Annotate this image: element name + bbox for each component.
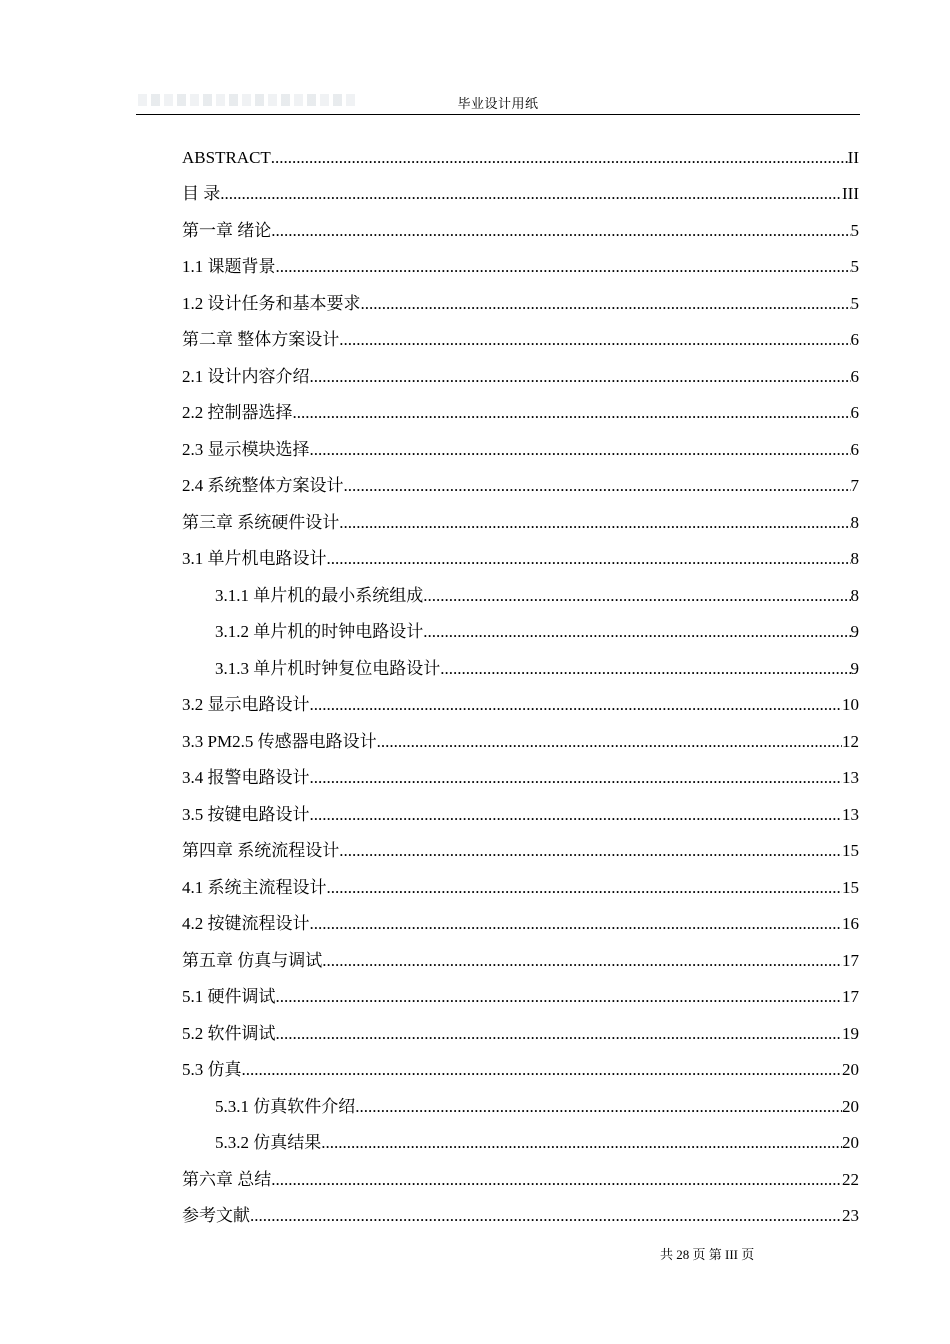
toc-dot-leader: [344, 471, 851, 501]
toc-entry-page-number: 10: [842, 695, 859, 714]
toc-entry[interactable]: [182, 611, 859, 648]
page-footer: 共 28 页 第 III 页: [660, 1247, 755, 1262]
toc-dot-leader: [271, 143, 848, 173]
toc-entry-page-number: 5: [850, 257, 859, 276]
toc-dot-leader: [377, 727, 842, 757]
toc-dot-leader: [242, 1055, 843, 1085]
toc-entry[interactable]: [182, 684, 859, 721]
toc-entry-label: 3.2 显示电路设计: [182, 695, 310, 714]
toc-entry-label: 第二章 整体方案设计: [182, 330, 340, 349]
toc-entry[interactable]: [182, 903, 859, 940]
toc-dot-leader: [440, 654, 850, 684]
toc-entry[interactable]: [182, 830, 859, 867]
toc-entry[interactable]: [182, 1012, 859, 1049]
toc-dot-leader: [423, 581, 850, 611]
toc-entry-label: 第六章 总结: [182, 1169, 272, 1189]
toc-dot-leader: [339, 836, 842, 866]
toc-entry[interactable]: [182, 939, 859, 976]
toc-entry-page-number: 8: [850, 512, 859, 532]
toc-dot-leader: [339, 508, 850, 538]
toc-dot-leader: [220, 179, 842, 209]
toc-entry-label: 2.1 设计内容介绍: [182, 366, 310, 386]
toc-entry-label: 5.3 仿真: [182, 1060, 242, 1079]
toc-entry-page-number: 6: [850, 439, 859, 459]
toc-entry-page-number: 9: [850, 622, 859, 641]
toc-entry-label: 5.2 软件调试: [182, 1023, 276, 1043]
toc-dot-leader: [322, 946, 842, 976]
toc-entry[interactable]: [182, 173, 859, 210]
toc-entry-page-number: 13: [842, 804, 859, 824]
toc-entry-page-number: 7: [850, 476, 859, 495]
toc-entry-page-number: III: [842, 184, 859, 203]
toc-entry[interactable]: [182, 319, 859, 356]
toc-entry-label: 1.2 设计任务和基本要求: [182, 293, 361, 313]
toc-entry-page-number: II: [847, 147, 859, 167]
header-title: 毕业设计用纸: [457, 96, 539, 111]
toc-dot-leader: [310, 690, 843, 720]
toc-entry-page-number: 16: [842, 914, 859, 933]
toc-entry-page-number: 5: [850, 220, 859, 240]
toc-entry-page-number: 15: [842, 877, 859, 897]
toc-entry-label: 第四章 系统流程设计: [182, 841, 340, 860]
toc-entry-page-number: 13: [842, 768, 859, 787]
toc-entry-page-number: 17: [842, 987, 859, 1006]
toc-entry-label: 3.1.2 单片机的时钟电路设计: [215, 622, 424, 641]
toc-dot-leader: [310, 362, 851, 392]
toc-dot-leader: [355, 1092, 842, 1122]
toc-entry[interactable]: [182, 1049, 859, 1086]
toc-entry-label: 第一章 绪论: [182, 220, 272, 240]
toc-entry-page-number: 9: [850, 658, 859, 678]
toc-dot-leader: [339, 325, 850, 355]
toc-entry-label: 3.4 报警电路设计: [182, 768, 310, 787]
toc-entry-label: 2.2 控制器选择: [182, 403, 293, 422]
toc-entry-label: 2.3 显示模块选择: [182, 439, 310, 459]
toc-dot-leader: [250, 1201, 842, 1231]
toc-entry-label: ABSTRACT: [182, 147, 271, 167]
toc-dot-leader: [276, 982, 843, 1012]
toc-entry-label: 第三章 系统硬件设计: [182, 512, 340, 532]
toc-entry[interactable]: [182, 866, 859, 903]
toc-entry-page-number: 23: [842, 1206, 859, 1225]
toc-entry-page-number: 8: [850, 549, 859, 568]
toc-dot-leader: [310, 909, 843, 939]
toc-entry-label: 5.1 硬件调试: [182, 987, 276, 1006]
toc-entry-label: 5.3.2 仿真结果: [215, 1133, 322, 1152]
toc-entry-page-number: 5: [850, 293, 859, 313]
toc-entry-page-number: 20: [842, 1096, 859, 1116]
toc-entry-page-number: 17: [842, 950, 859, 970]
toc-entry-page-number: 19: [842, 1023, 859, 1043]
toc-entry[interactable]: [182, 647, 859, 684]
toc-entry-page-number: 8: [850, 585, 859, 605]
toc-entry-label: 2.4 系统整体方案设计: [182, 476, 344, 495]
toc-entry[interactable]: [182, 976, 859, 1013]
toc-entry[interactable]: [182, 465, 859, 502]
toc-entry-page-number: 6: [850, 330, 859, 349]
toc-dot-leader: [327, 544, 851, 574]
toc-entry-page-number: 12: [842, 731, 859, 751]
toc-entry[interactable]: [182, 246, 859, 283]
toc-entry-page-number: 20: [842, 1060, 859, 1079]
toc-entry-label: 3.1.3 单片机时钟复位电路设计: [215, 658, 441, 678]
toc-entry[interactable]: [182, 428, 859, 465]
toc-entry[interactable]: [182, 501, 859, 538]
toc-entry-page-number: 6: [850, 403, 859, 422]
toc-dot-leader: [310, 763, 843, 793]
toc-entry[interactable]: [182, 757, 859, 794]
toc-entry-label: 第五章 仿真与调试: [182, 950, 323, 970]
toc-entry-label: 3.1 单片机电路设计: [182, 549, 327, 568]
toc-entry-page-number: 15: [842, 841, 859, 860]
toc-dot-leader: [423, 617, 850, 647]
toc-dot-leader: [327, 873, 843, 903]
toc-entry-label: 4.1 系统主流程设计: [182, 877, 327, 897]
toc-entry-page-number: 22: [842, 1169, 859, 1189]
toc-dot-leader: [310, 800, 843, 830]
toc-entry[interactable]: [182, 538, 859, 575]
toc-entry[interactable]: [182, 1122, 859, 1159]
toc-entry[interactable]: [182, 209, 859, 246]
toc-entry[interactable]: [182, 574, 859, 611]
toc-entry-label: 5.3.1 仿真软件介绍: [215, 1096, 356, 1116]
toc-entry[interactable]: [182, 392, 859, 429]
toc-entry-label: 3.5 按键电路设计: [182, 804, 310, 824]
toc-entry-label: 3.1.1 单片机的最小系统组成: [215, 585, 424, 605]
toc-entry-label: 目 录: [182, 184, 221, 203]
toc-entry[interactable]: [182, 793, 859, 830]
toc-entry[interactable]: [182, 355, 859, 392]
toc-dot-leader: [321, 1128, 842, 1158]
toc-entry-label: 1.1 课题背景: [182, 257, 276, 276]
toc-entry-label: 4.2 按键流程设计: [182, 914, 310, 933]
toc-dot-leader: [293, 398, 851, 428]
toc-entry[interactable]: [182, 720, 859, 757]
toc-entry[interactable]: [182, 136, 859, 173]
toc-entry-label: 参考文献: [182, 1206, 250, 1225]
toc-entry[interactable]: [182, 1158, 859, 1195]
toc-dot-leader: [276, 252, 851, 282]
toc-dot-leader: [271, 216, 850, 246]
toc-dot-leader: [361, 289, 851, 319]
toc-dot-leader: [310, 435, 851, 465]
page-header: [136, 92, 860, 115]
toc-entry-page-number: 6: [850, 366, 859, 386]
toc-dot-leader: [271, 1165, 842, 1195]
table-of-contents: [182, 136, 859, 1231]
toc-entry[interactable]: [182, 282, 859, 319]
toc-dot-leader: [276, 1019, 843, 1049]
toc-entry-label: 3.3 PM2.5 传感器电路设计: [182, 731, 377, 751]
toc-entry[interactable]: [182, 1085, 859, 1122]
toc-entry[interactable]: [182, 1195, 859, 1232]
toc-entry-page-number: 20: [842, 1133, 859, 1152]
